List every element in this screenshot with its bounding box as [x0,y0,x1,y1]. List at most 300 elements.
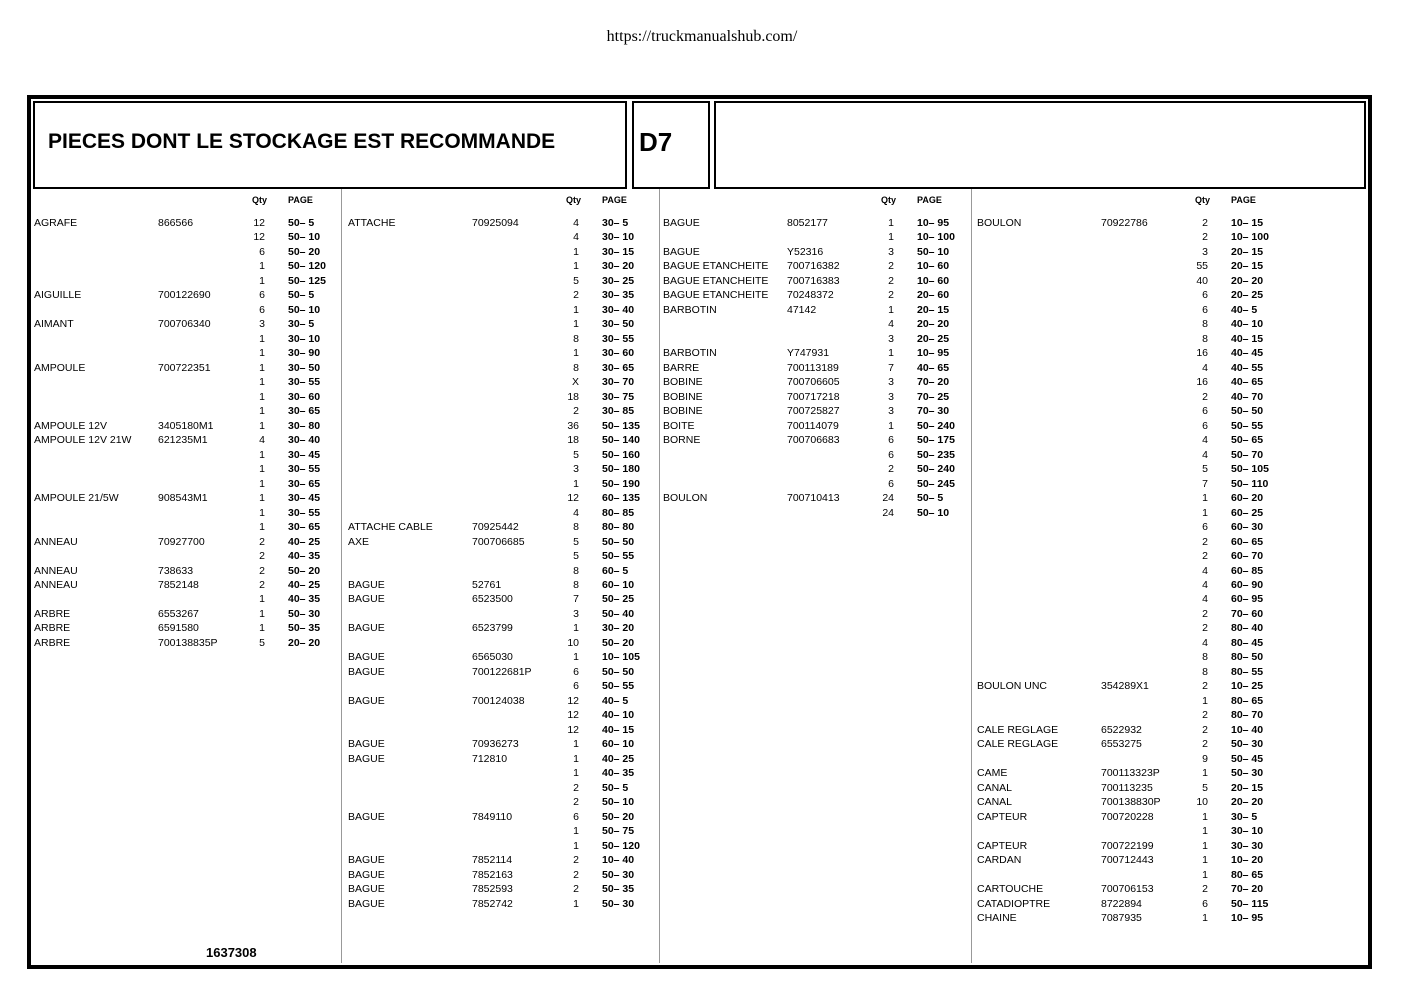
part-page: 30– 35 [602,289,635,302]
part-qty: 2 [1202,723,1208,736]
table-row [34,390,334,404]
part-page: 30– 20 [602,260,635,273]
part-page: 30– 55 [288,463,321,476]
part-page: 60– 20 [1231,492,1264,505]
part-page: 50– 55 [1231,419,1264,432]
table-row [977,404,1277,418]
part-name: AIMANT [34,318,74,331]
part-reference: 866566 [158,217,194,229]
part-page: 20– 15 [917,303,950,316]
table-row [663,288,963,302]
part-name: BOBINE [663,405,703,418]
table-row [977,346,1277,360]
table-row [977,230,1277,244]
table-row [34,462,334,476]
part-page: 50– 240 [917,419,955,432]
part-page: 60– 30 [1231,521,1264,534]
part-qty: 2 [259,535,265,548]
part-reference: 3405180M1 [158,419,214,432]
table-row [34,216,334,230]
part-page: 30– 25 [602,274,635,287]
part-page: 80– 70 [1231,709,1264,722]
part-qty: 1 [1202,506,1208,519]
part-name: BAGUE [348,854,385,867]
part-reference: 621235M1 [158,434,208,447]
part-qty: 2 [1202,550,1208,563]
part-qty: 3 [573,607,579,620]
part-reference: 6591580 [158,622,199,635]
part-page: 30– 45 [288,492,321,505]
part-qty: 8 [573,579,579,591]
table-row [977,462,1277,476]
part-page: 80– 80 [602,521,635,534]
part-name: ATTACHE [348,217,396,229]
table-row [663,390,963,404]
part-reference: 700717218 [787,390,840,403]
part-page: 30– 90 [288,347,321,360]
part-name: BARRE [663,361,700,374]
part-qty: 1 [259,521,265,534]
part-qty: 8 [1202,318,1208,331]
table-row [977,274,1277,288]
table-row [348,303,648,317]
part-qty: 1 [888,347,894,360]
part-name: ANNEAU [34,535,78,548]
table-row [663,462,963,476]
column-divider [971,189,972,963]
table-row [34,621,334,635]
part-reference: 70922786 [1101,217,1148,229]
part-page: 50– 10 [288,231,321,244]
part-qty: 8 [1202,665,1208,678]
table-row [663,332,963,346]
table-row [34,361,334,375]
part-page: 50– 55 [602,550,635,563]
part-page: 50– 35 [602,883,635,896]
part-qty: 1 [1202,810,1208,823]
column-divider [659,189,660,963]
part-page: 50– 30 [1231,738,1264,751]
part-page: 50– 35 [288,622,321,635]
page-column-header: PAGE [288,195,313,205]
part-qty: 10 [1196,796,1208,809]
part-reference: 712810 [472,752,508,765]
part-page: 40– 55 [1231,361,1264,374]
part-qty: 6 [888,477,894,490]
table-row [663,477,963,491]
part-qty: 8 [573,332,579,345]
part-reference: 700138835P [158,636,218,649]
part-reference: Y52316 [787,245,824,258]
table-row [348,288,648,302]
table-row [977,332,1277,346]
part-qty: 4 [1202,636,1208,649]
part-qty: 2 [573,796,579,809]
part-reference: 700720228 [1101,810,1154,823]
table-row [977,781,1277,795]
part-page: 20– 15 [1231,260,1264,273]
part-page: 30– 55 [288,376,321,389]
part-page: 30– 5 [1231,810,1258,823]
part-page: 40– 5 [1231,303,1258,316]
table-row [348,636,648,650]
part-qty: X [571,376,579,389]
part-reference: 700114079 [787,419,839,432]
part-qty: 1 [259,463,265,476]
table-row [34,564,334,578]
part-qty: 2 [573,405,579,418]
table-row [977,795,1277,809]
part-qty: 1 [573,738,579,751]
table-row [663,230,963,244]
part-qty: 7 [1202,477,1208,490]
part-name: BAGUE [348,622,385,635]
part-qty: 2 [888,274,894,287]
part-qty: 1 [259,506,265,519]
source-url[interactable]: https://truckmanualshub.com/ [606,28,798,45]
table-row [348,578,648,592]
part-page: 50– 70 [1231,448,1264,461]
table-row [348,230,648,244]
part-name: BOITE [663,419,695,432]
table-row [348,462,648,476]
part-qty: 2 [573,781,579,794]
part-name: BAGUE [348,810,385,823]
part-qty: 2 [1202,231,1208,244]
part-page: 40– 35 [288,593,321,606]
part-name: BOULON [663,492,708,505]
part-page: 30– 55 [288,506,321,519]
table-row [977,520,1277,534]
part-name: BAGUE [348,738,385,751]
table-row [348,433,648,447]
part-page: 20– 20 [1231,274,1264,287]
part-page: 10– 40 [1231,723,1264,736]
table-row [977,810,1277,824]
table-row [34,433,334,447]
part-reference: 47142 [787,303,817,316]
part-page: 30– 10 [1231,825,1264,838]
table-row [348,549,648,563]
part-page: 30– 45 [288,448,321,461]
part-qty: 1 [259,260,265,273]
table-row [348,708,648,722]
part-page: 20– 20 [288,636,321,649]
part-reference: 700725827 [787,405,840,418]
table-row [348,216,648,230]
part-qty: 4 [1202,434,1208,447]
part-page: 30– 60 [288,390,321,403]
part-page: 50– 110 [1231,477,1269,490]
table-row [348,752,648,766]
part-reference: 700716383 [787,274,840,287]
part-qty: 1 [573,260,579,273]
part-page: 50– 65 [1231,434,1264,447]
table-row [34,274,334,288]
part-qty: 2 [888,463,894,476]
part-qty: 7 [573,593,579,606]
part-reference: 700113235 [1101,781,1153,794]
part-name: BAGUE [663,217,700,229]
part-page: 40– 70 [1231,390,1264,403]
part-page: 50– 10 [288,303,321,316]
table-row [348,520,648,534]
part-page: 10– 100 [917,231,955,244]
table-row [348,665,648,679]
part-qty: 16 [1196,347,1208,360]
part-qty: 1 [1202,492,1208,505]
part-qty: 8 [1202,651,1208,664]
table-row [977,766,1277,780]
part-page: 50– 125 [288,274,326,287]
part-page: 30– 70 [602,376,635,389]
part-qty: 5 [1202,463,1208,476]
part-name: ATTACHE CABLE [348,521,433,534]
table-row [663,375,963,389]
table-row [348,723,648,737]
table-row [34,491,334,505]
part-page: 50– 5 [288,289,315,302]
table-row [977,650,1277,664]
part-page: 20– 60 [917,289,950,302]
table-row [348,506,648,520]
table-row [34,332,334,346]
part-reference: 700706605 [787,376,840,389]
part-qty: 4 [573,506,579,519]
table-row [348,317,648,331]
part-reference: 6553275 [1101,738,1142,751]
part-qty: 6 [1202,405,1208,418]
table-row [977,636,1277,650]
part-page: 60– 10 [602,738,635,751]
table-row [977,839,1277,853]
part-reference: 7849110 [472,810,513,823]
part-qty: 1 [573,477,579,490]
part-page: 50– 105 [1231,463,1269,476]
part-page: 40– 15 [602,723,635,736]
part-page: 50– 175 [917,434,955,447]
part-page: 20– 20 [1231,796,1264,809]
part-qty: 1 [573,622,579,635]
table-row [977,549,1277,563]
part-reference: 700113189 [787,361,839,374]
table-row [348,868,648,882]
qty-column-header: Qty [566,195,582,205]
table-row [348,491,648,505]
part-reference: 6523500 [472,593,513,606]
part-page: 50– 10 [917,506,950,519]
part-name: BAGUE [348,883,385,896]
part-qty: 1 [573,825,579,838]
part-page: 50– 30 [602,897,635,910]
table-row [348,897,648,911]
section-code: D7 [639,127,673,157]
table-row [663,259,963,273]
part-page: 30– 5 [602,217,629,229]
part-qty: 1 [573,651,579,664]
table-row [663,317,963,331]
part-page: 50– 5 [917,492,944,505]
part-name: ARBRE [34,607,71,620]
qty-column-header: Qty [1195,195,1211,205]
table-row [348,592,648,606]
part-qty: 1 [259,477,265,490]
part-page: 60– 65 [1231,535,1264,548]
part-qty: 5 [259,636,265,649]
table-row [34,448,334,462]
part-page: 50– 55 [602,680,635,693]
part-page: 30– 65 [288,477,321,490]
part-page: 50– 20 [602,810,635,823]
table-row [977,911,1277,925]
part-name: AMPOULE 12V [34,419,107,432]
table-row [348,361,648,375]
table-row [34,535,334,549]
part-page: 50– 160 [602,448,640,461]
part-name: CALE REGLAGE [977,738,1059,751]
table-row [977,259,1277,273]
table-row [348,737,648,751]
part-name: BAGUE ETANCHEITE [663,289,769,302]
page-column-header: PAGE [602,195,627,205]
table-row [34,288,334,302]
part-name: ARBRE [34,622,71,635]
table-row [663,303,963,317]
part-name: CAPTEUR [977,839,1028,852]
part-page: 50– 20 [602,636,635,649]
part-qty: 1 [259,347,265,360]
part-name: BAGUE [348,752,385,765]
part-qty: 2 [573,883,579,896]
part-name: BAGUE [348,665,385,678]
part-qty: 7 [888,361,894,374]
table-row [348,564,648,578]
table-row [348,607,648,621]
part-page: 80– 85 [602,506,635,519]
part-page: 10– 25 [1231,680,1264,693]
part-reference: 700124038 [472,694,525,707]
part-qty: 24 [882,492,894,505]
part-qty: 1 [259,361,265,374]
part-page: 30– 15 [602,245,635,258]
part-name: BAGUE ETANCHEITE [663,260,769,273]
part-page: 30– 40 [288,434,321,447]
part-qty: 1 [573,245,579,258]
part-name: CALE REGLAGE [977,723,1059,736]
part-name: CATADIOPTRE [977,897,1051,910]
table-row [663,274,963,288]
part-page: 50– 135 [602,419,640,432]
part-page: 10– 95 [917,217,950,229]
part-page: 50– 115 [1231,897,1269,910]
part-name: ANNEAU [34,579,78,591]
part-reference: 70248372 [787,289,834,302]
table-row [348,477,648,491]
part-name: CARTOUCHE [977,883,1044,896]
part-name: CARDAN [977,854,1022,867]
part-page: 30– 65 [288,521,321,534]
table-row [977,737,1277,751]
part-reference: 7087935 [1101,912,1142,925]
part-qty: 6 [573,665,579,678]
part-page: 50– 140 [602,434,640,447]
table-row [663,404,963,418]
part-page: 20– 20 [917,318,950,331]
part-qty: 1 [1202,868,1208,881]
part-qty: 1 [573,752,579,765]
part-page: 50– 10 [917,245,950,258]
table-row [977,882,1277,896]
part-qty: 12 [253,231,265,244]
part-page: 60– 135 [602,492,640,505]
table-row [34,404,334,418]
part-reference: 6565030 [472,651,513,664]
part-reference: 700138830P [1101,796,1161,809]
table-row [977,564,1277,578]
part-page: 40– 35 [288,550,321,563]
part-qty: 1 [1202,912,1208,925]
part-page: 80– 50 [1231,651,1264,664]
table-row [348,419,648,433]
part-qty: 3 [888,390,894,403]
part-qty: 1 [259,607,265,620]
part-qty: 1 [259,390,265,403]
part-qty: 12 [567,492,579,505]
part-qty: 2 [888,260,894,273]
page-column-header: PAGE [1231,195,1256,205]
part-reference: 700706683 [787,434,840,447]
part-name: CAPTEUR [977,810,1028,823]
table-row [34,317,334,331]
table-row [977,375,1277,389]
table-row [977,419,1277,433]
table-row [977,361,1277,375]
part-page: 30– 65 [602,361,635,374]
document-number: 1637308 [206,945,257,960]
part-reference: 8052177 [787,217,828,229]
table-row [34,592,334,606]
table-row [977,708,1277,722]
part-page: 20– 25 [917,332,950,345]
part-qty: 12 [567,723,579,736]
table-row [977,317,1277,331]
part-qty: 1 [573,303,579,316]
part-page: 10– 15 [1231,217,1264,229]
part-reference: 7852593 [472,883,513,896]
part-page: 80– 55 [1231,665,1264,678]
part-qty: 36 [567,419,579,432]
part-qty: 1 [573,318,579,331]
part-reference: 70927700 [158,535,205,548]
part-page: 70– 20 [917,376,950,389]
part-page: 50– 5 [288,217,315,229]
table-row [348,650,648,664]
part-reference: 70936273 [472,738,519,751]
part-qty: 6 [1202,419,1208,432]
part-qty: 1 [1202,825,1208,838]
part-name: ARBRE [34,636,71,649]
part-reference: 700706153 [1101,883,1154,896]
part-qty: 12 [253,217,265,229]
part-qty: 1 [573,767,579,780]
part-page: 50– 50 [602,665,635,678]
part-qty: 24 [882,506,894,519]
part-page: 30– 80 [288,419,321,432]
part-page: 50– 190 [602,477,640,490]
table-row [348,621,648,635]
part-page: 50– 245 [917,477,955,490]
table-row [663,419,963,433]
